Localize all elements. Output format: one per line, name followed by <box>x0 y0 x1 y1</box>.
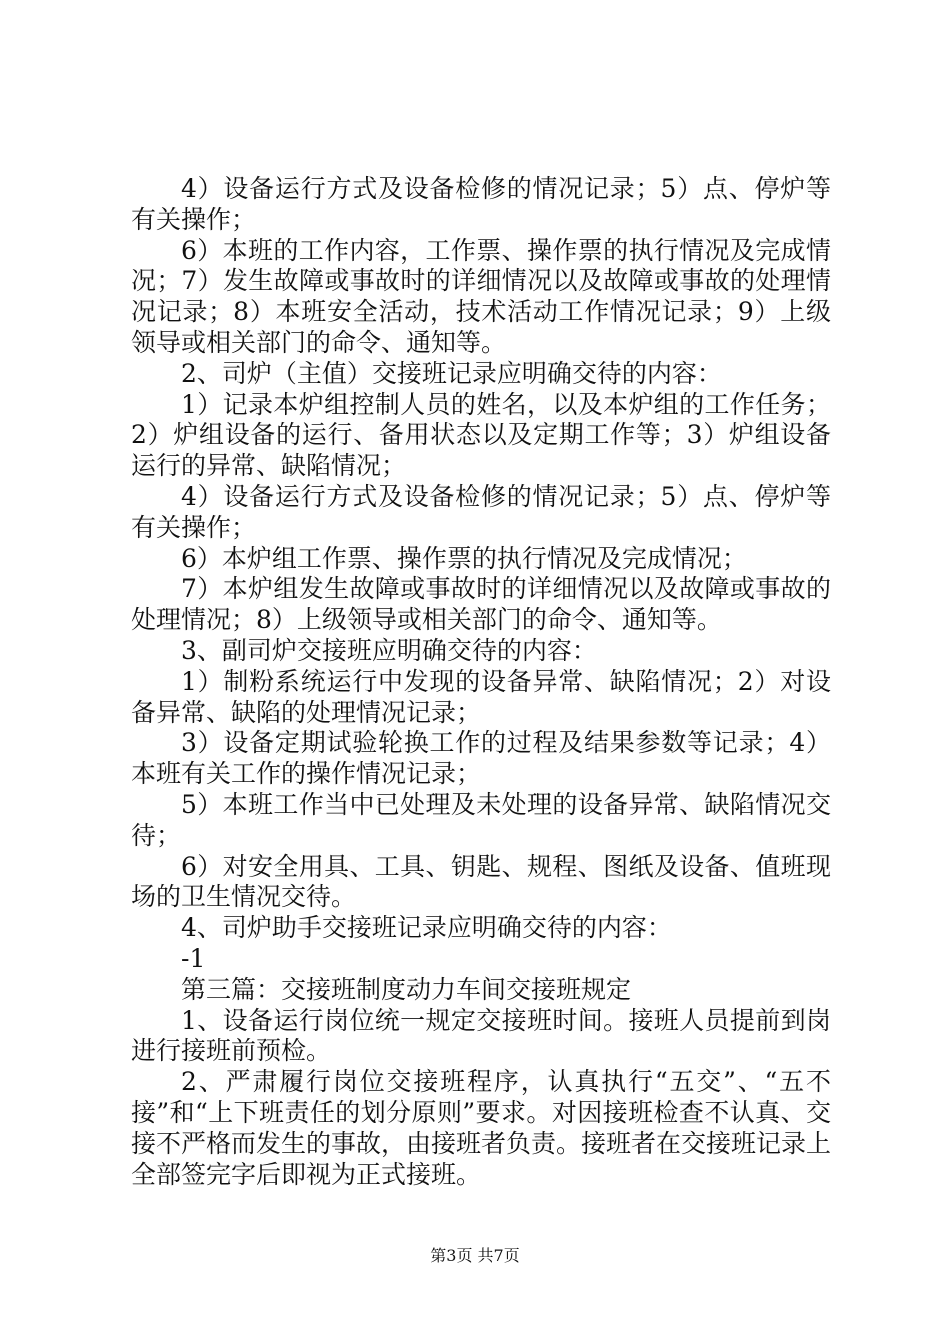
paragraph: 1）制粉系统运行中发现的设备异常、缺陷情况；2）对设备异常、缺陷的处理情况记录； <box>131 666 831 727</box>
paragraph: 4）设备运行方式及设备检修的情况记录；5）点、停炉等有关操作； <box>131 481 831 542</box>
paragraph: 5）本班工作当中已处理及未处理的设备异常、缺陷情况交待； <box>131 789 831 850</box>
paragraph: 1）记录本炉组控制人员的姓名，以及本炉组的工作任务；2）炉组设备的运行、备用状态以及定期工作等；3）炉组设备运行的异常、缺陷情况； <box>131 389 831 481</box>
chapter-title: 第三篇：交接班制度动力车间交接班规定 <box>181 974 632 1004</box>
paragraph: 6）对安全用具、工具、钥匙、规程、图纸及设备、值班现场的卫生情况交待。 <box>131 851 831 912</box>
page-number-footer: 第3页 共7页 <box>430 1246 520 1265</box>
paragraph: 7）本炉组发生故障或事故时的详细情况以及故障或事故的处理情况；8）上级领导或相关部门的命令、通知等。 <box>131 574 831 635</box>
marker-text: -1 <box>181 943 206 973</box>
paragraph: 6）本班的工作内容，工作票、操作票的执行情况及完成情况；7）发生故障或事故时的详细情况以及故障或事故的处理情况记录；8）本班安全活动，技术活动工作情况记录；9）上级领导或相关部门的命令、通知等。 <box>131 235 831 357</box>
section-heading: 3、副司炉交接班应明确交待的内容： <box>181 635 597 665</box>
document-body <box>131 174 831 1190</box>
paragraph: 6）本炉组工作票、操作票的执行情况及完成情况； <box>181 543 747 573</box>
paragraph: 4）设备运行方式及设备检修的情况记录；5）点、停炉等有关操作； <box>131 174 831 234</box>
section-heading: 2、司炉（主值）交接班记录应明确交待的内容： <box>181 358 722 388</box>
paragraph: 1、设备运行岗位统一规定交接班时间。接班人员提前到岗进行接班前预检。 <box>131 1005 831 1066</box>
paragraph: 2、严肃履行岗位交接班程序，认真执行“五交”、“五不接”和“上下班责任的划分原则”要求。对因接班检查不认真、交接不严格而发生的事故，由接班者负责。接班者在交接班记录上全部签完字后即视为正式接班。 <box>131 1067 832 1189</box>
paragraph: 3）设备定期试验轮换工作的过程及结果参数等记录；4）本班有关工作的操作情况记录； <box>131 728 831 789</box>
section-heading: 4、司炉助手交接班记录应明确交待的内容： <box>181 913 672 943</box>
